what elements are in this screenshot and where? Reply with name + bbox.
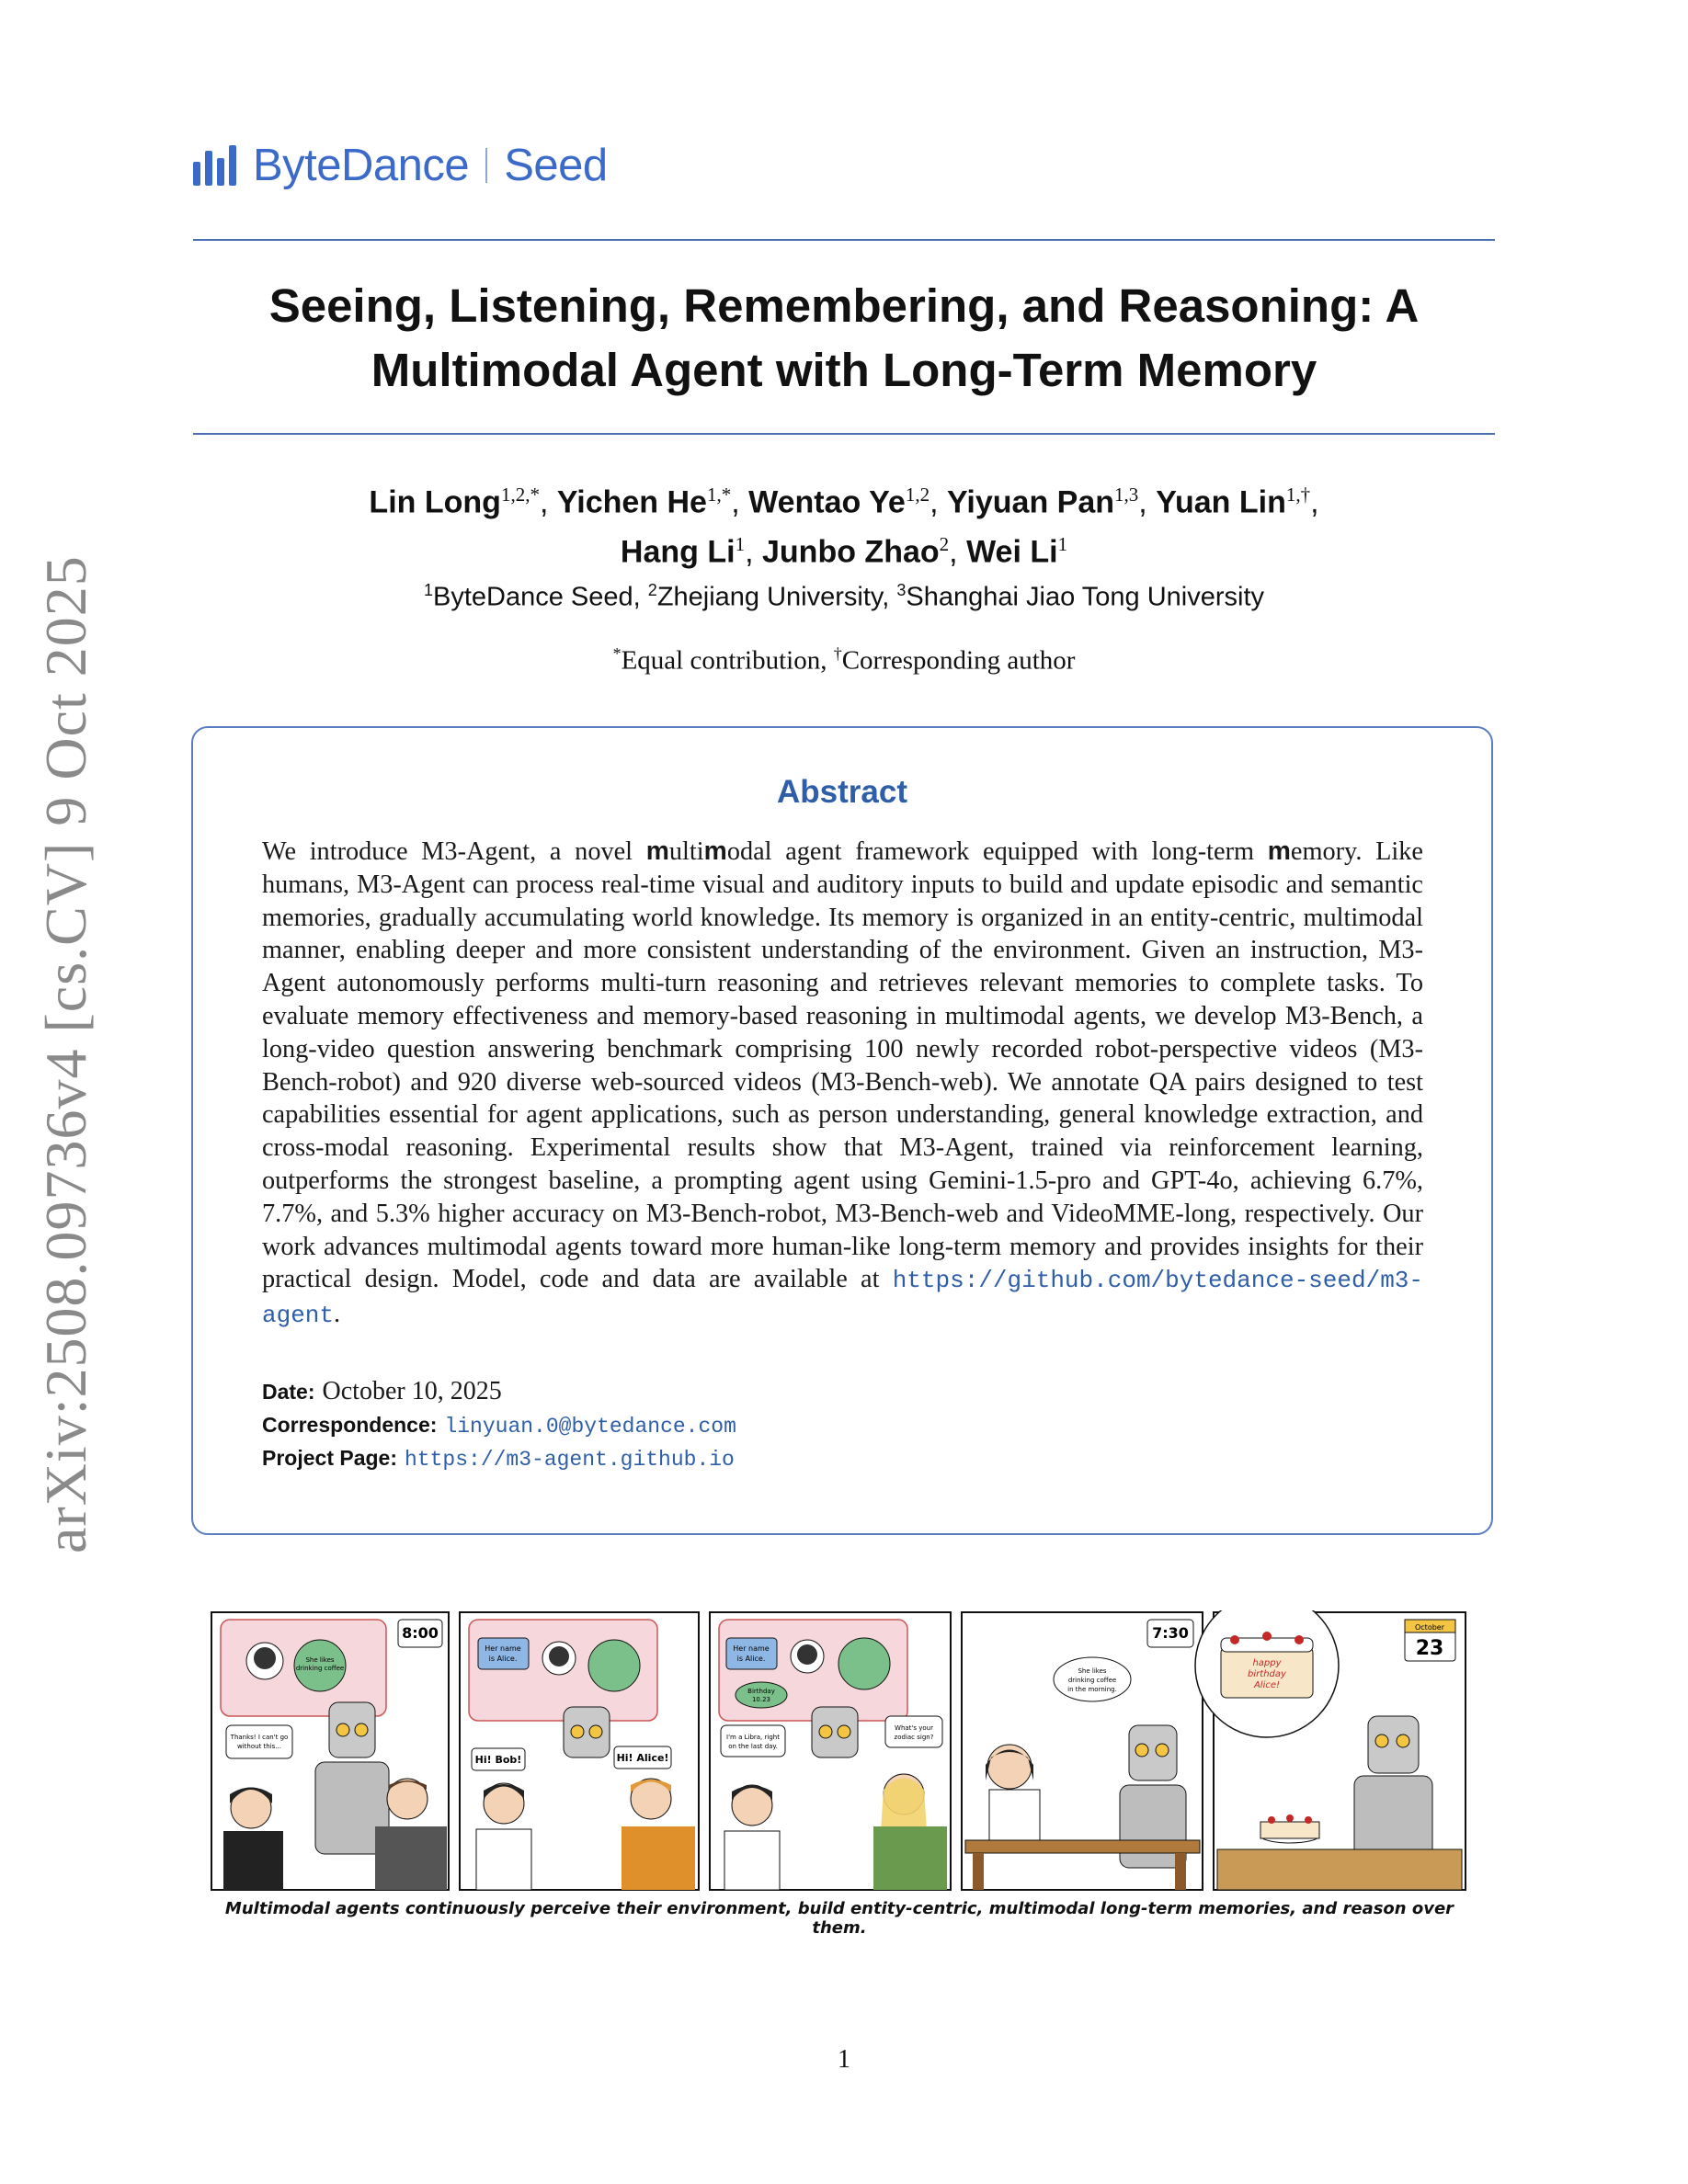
author-name: Yiyuan Pan — [947, 484, 1115, 520]
abstract-end: . — [334, 1300, 341, 1329]
author-sup: 1 — [735, 533, 746, 556]
corr-sup: † — [833, 644, 842, 663]
memory-text: She likes — [305, 1656, 335, 1664]
memory-text: Birthday — [747, 1688, 775, 1695]
memory-text: Her name — [485, 1644, 521, 1653]
thought-text: She likes — [1078, 1667, 1107, 1675]
title-bottom-rule — [193, 433, 1495, 435]
speech-text: Hi! Bob! — [474, 1754, 522, 1766]
affil-sup: 3 — [896, 581, 907, 599]
affiliation-name: Zhejiang University — [656, 582, 883, 612]
abstract-part: ulti — [668, 837, 704, 866]
cake-text: happy — [1252, 1658, 1282, 1668]
comic-panel-1 — [211, 1612, 449, 1890]
author-name: Lin Long — [369, 484, 501, 520]
author-list — [193, 473, 1495, 574]
date-value: October 10, 2025 — [322, 1377, 502, 1405]
project-page-label: Project Page: — [262, 1446, 397, 1470]
equal-contribution-note: Equal contribution, — [621, 645, 834, 676]
abstract-text — [262, 835, 1423, 1333]
author-sup: 1,* — [706, 483, 732, 506]
affiliation-name: Shanghai Jiao Tong University — [906, 582, 1264, 612]
speech-text: without this... — [237, 1743, 281, 1750]
clock-time: 7:30 — [1152, 1624, 1189, 1642]
date-row — [262, 1375, 502, 1408]
correspondence-label: Correspondence: — [262, 1413, 438, 1437]
brand-name: ByteDance — [253, 141, 470, 190]
author-sup: 1,† — [1285, 483, 1311, 506]
equal-sup: * — [612, 644, 622, 663]
clock-time: 8:00 — [402, 1624, 439, 1642]
top-rule — [193, 239, 1495, 241]
abstract-part: odal agent framework equipped with long-term — [726, 837, 1268, 866]
highlight-m: m — [645, 836, 669, 865]
author-sup: 1,2,* — [500, 483, 540, 506]
speech-text: Thanks! I can't go — [230, 1734, 289, 1741]
arxiv-stamp: arXiv:2508.09736v4 [cs.CV] 9 Oct 2025 — [33, 555, 98, 1553]
title-line-1: Seeing, Listening, Remembering, and Reasoning: A — [268, 279, 1420, 332]
title-line-2: Multimodal Agent with Long-Term Memory — [371, 344, 1317, 396]
affiliation-name: ByteDance Seed — [433, 582, 633, 612]
memory-text: is Alice. — [736, 1655, 766, 1663]
bytedance-bars-icon — [193, 145, 236, 186]
author-name: Junbo Zhao — [762, 534, 940, 570]
authors-line-2: Hang Li$^1$, Junbo Zhao$^2$, Wei Li$^1$ — [620, 533, 1068, 570]
authors-line-1: Lin Long$^{1,2,*}$, Yichen $He^{1,*}$, Wentao Ye$^{1,2}$, Yiyuan Pan$^{1,3}$, Yuan Lin$^{1,\dagger}$, — [369, 483, 1319, 520]
page-number: 1 — [838, 2045, 850, 2074]
author-name: Yuan Lin — [1156, 484, 1286, 520]
logo-separator — [485, 148, 487, 183]
memory-text: 10.23 — [751, 1696, 771, 1703]
github-link[interactable]: https://github.com/bytedance-seed/m3-agent — [262, 1267, 1423, 1330]
author-sup: 2 — [939, 533, 950, 556]
affil-sup: 2 — [647, 581, 657, 599]
abstract-part: emory. Like humans, M3-Agent can process real-time visual and auditory inputs to build and update episodic and semantic memories, gradually accumulating world knowledge. Its memory is organized in an entity-centric, multimodal manner, enabling deeper and more consistent understanding of the environment. Given an instruction, M3-Agent autonomously performs multi-turn reasoning and retrieves relevant memories to complete tasks. To evaluate memory effectiveness and memory-based reasoning in multimodal agents, we develop M3-Bench, a long-video question answering benchmark comprising 100 newly recorded robot-perspective videos (M3-Bench-robot) and 920 diverse web-sourced videos (M3-Bench-web). We annotate QA pairs designed to test capabilities essential for agent applications, such as person understanding, general knowledge extraction, and cross-modal reasoning. Experimental results show that M3-Agent, trained via reinforcement learning, outperforms the strongest baseline, a prompting agent using Gemini-1.5-pro and GPT-4o, achieving 6.7%, 7.7%, and 5.3% higher accuracy on M3-Bench-robot, M3-Bench-web and VideoMME-long, respectively. Our work advances multimodal agents toward more human-like long-term memory and provides insights for their practical design. Model, code and data are available at — [262, 837, 1423, 1294]
speech-text: Hi! Alice! — [616, 1752, 669, 1764]
memory-text: is Alice. — [488, 1655, 518, 1663]
memory-text: Her name — [733, 1644, 770, 1653]
comic-strip-figure — [210, 1610, 1469, 1894]
affiliations: $^1$ByteDance Seed, $^2$Zhejiang University, $^3$Shanghai Jiao Tong University — [424, 581, 1264, 612]
correspondence-row — [262, 1408, 736, 1443]
abstract-heading: Abstract — [777, 774, 907, 810]
correspondence-email-link[interactable]: linyuan.0@bytedance.com — [444, 1415, 736, 1439]
product-name: Seed — [504, 141, 608, 190]
paper-title — [193, 274, 1495, 403]
comic-panel-5 — [1195, 1610, 1466, 1890]
memory-text: drinking coffee — [295, 1665, 345, 1672]
bytedance-seed-logo — [193, 138, 608, 193]
comic-panel-4 — [962, 1612, 1203, 1890]
speech-text: I'm a Libra, right — [726, 1734, 780, 1741]
corresponding-author-note: Corresponding author — [841, 645, 1076, 676]
thought-text: drinking coffee — [1067, 1677, 1117, 1684]
highlight-m: m — [1267, 836, 1291, 865]
speech-text: on the last day. — [728, 1743, 778, 1750]
author-sup: 1 — [1057, 533, 1068, 556]
contribution-note — [193, 644, 1495, 677]
highlight-m: m — [703, 836, 727, 865]
author-sup: 1,2 — [905, 483, 930, 506]
author-name: Wei Li — [966, 534, 1058, 570]
speech-text: zodiac sign? — [894, 1734, 934, 1741]
author-name: Hang Li — [620, 534, 736, 570]
speech-text: What's your — [895, 1724, 933, 1732]
abstract-part: We introduce M3-Agent, a novel — [262, 837, 646, 866]
affil-sup: 1 — [424, 581, 434, 599]
author-name: Yichen He — [556, 484, 707, 520]
author-name: Wentao Ye — [748, 484, 906, 520]
project-page-row — [262, 1441, 735, 1476]
author-sup: 1,3 — [1114, 483, 1139, 506]
date-label: Date: — [262, 1380, 315, 1404]
cake-text: Alice! — [1253, 1680, 1281, 1690]
thought-text: in the morning. — [1067, 1686, 1117, 1693]
project-page-link[interactable]: https://m3-agent.github.io — [405, 1448, 735, 1472]
calendar-day: 23 — [1415, 1637, 1444, 1660]
figure-caption: Multimodal agents continuously perceive their environment, build entity-centric, multimodal long-term memories, and reason over them. — [224, 1899, 1454, 1938]
calendar-month: October — [1414, 1623, 1445, 1632]
comic-panel-2 — [460, 1612, 699, 1890]
comic-panel-3 — [710, 1612, 951, 1890]
cake-text: birthday — [1248, 1669, 1286, 1679]
